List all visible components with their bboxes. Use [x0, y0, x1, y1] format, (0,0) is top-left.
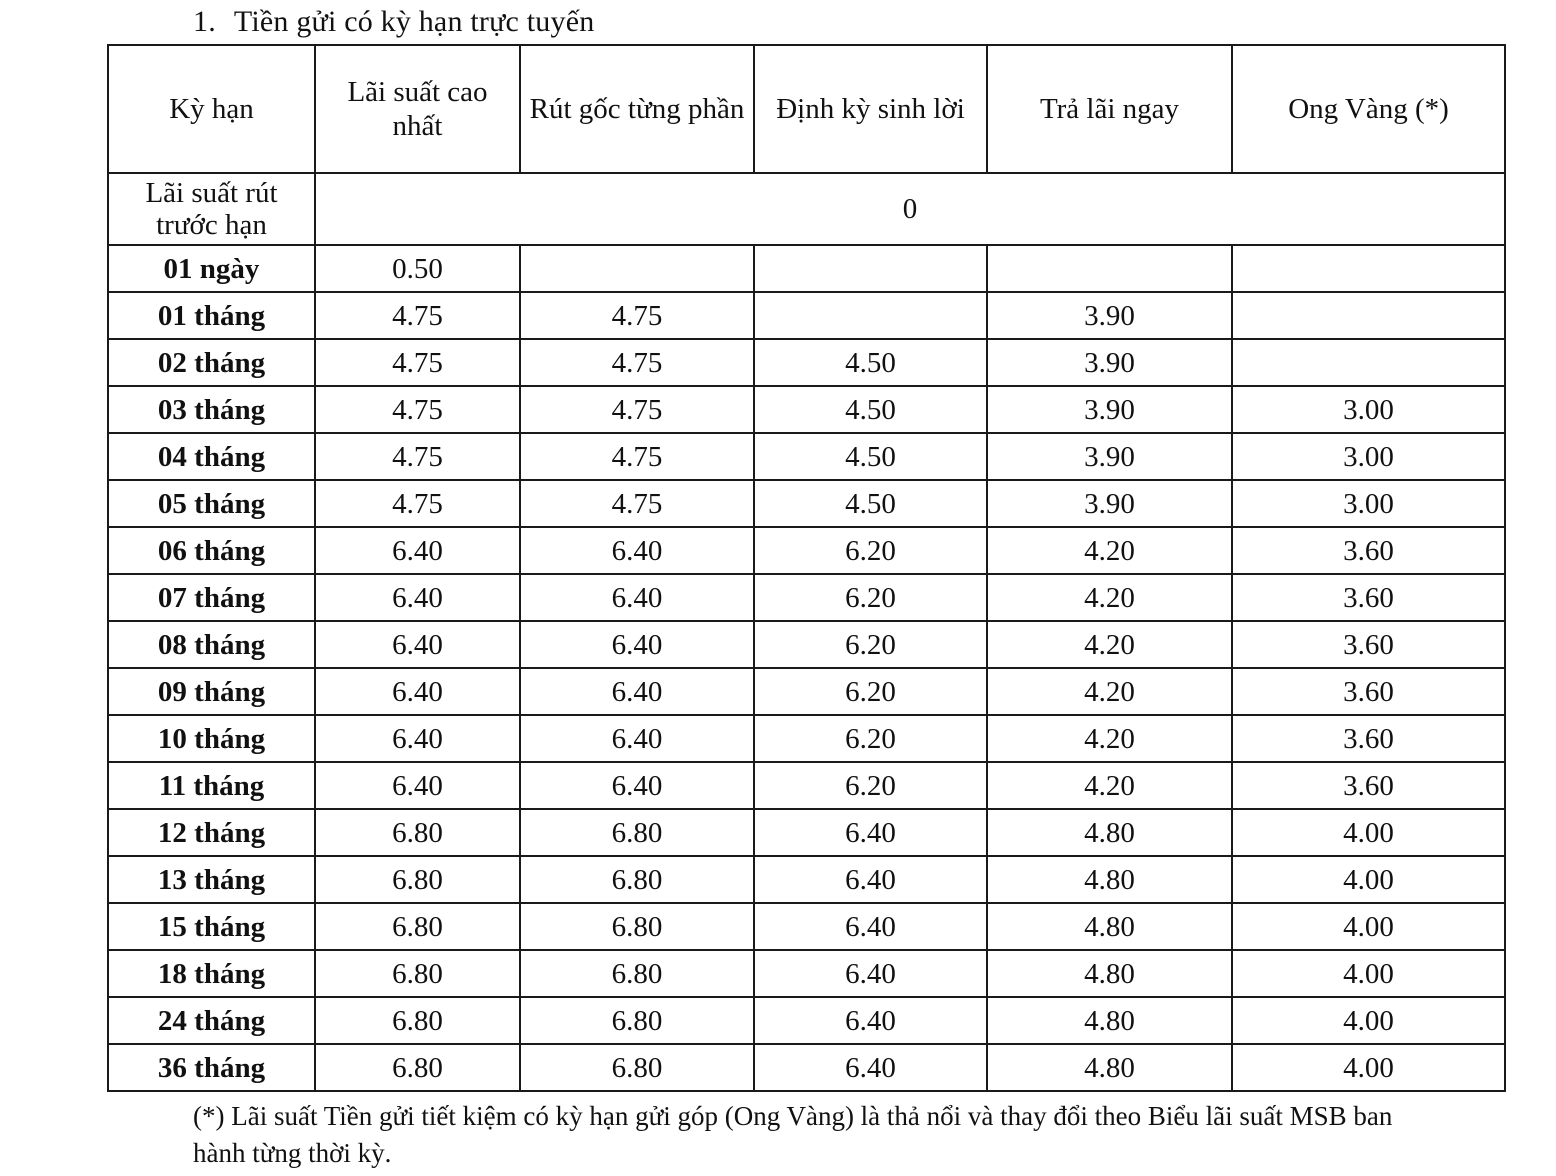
cell-max-rate: 6.40 — [315, 621, 520, 668]
cell-ong-vang: 3.00 — [1232, 433, 1505, 480]
table-row — [108, 856, 1505, 903]
cell-partial-withdrawal: 4.75 — [520, 292, 754, 339]
cell-ong-vang: 3.60 — [1232, 621, 1505, 668]
cell-ong-vang — [1232, 339, 1505, 386]
cell-term: 06 tháng — [108, 527, 315, 574]
table-row — [108, 809, 1505, 856]
cell-upfront-interest: 4.80 — [987, 903, 1232, 950]
cell-ong-vang: 3.00 — [1232, 480, 1505, 527]
cell-upfront-interest: 3.90 — [987, 339, 1232, 386]
table-row — [108, 903, 1505, 950]
table-row — [108, 245, 1505, 292]
table-row — [108, 292, 1505, 339]
cell-term: 15 tháng — [108, 903, 315, 950]
cell-upfront-interest: 4.20 — [987, 668, 1232, 715]
cell-ong-vang — [1232, 245, 1505, 292]
cell-upfront-interest: 4.20 — [987, 762, 1232, 809]
cell-ong-vang: 4.00 — [1232, 903, 1505, 950]
cell-ong-vang: 3.60 — [1232, 574, 1505, 621]
cell-partial-withdrawal — [520, 245, 754, 292]
cell-max-rate: 6.80 — [315, 903, 520, 950]
cell-ong-vang: 4.00 — [1232, 997, 1505, 1044]
cell-term: 09 tháng — [108, 668, 315, 715]
cell-max-rate: 6.40 — [315, 527, 520, 574]
cell-periodic-yield: 6.20 — [754, 762, 987, 809]
cell-term: 07 tháng — [108, 574, 315, 621]
cell-max-rate: 6.80 — [315, 997, 520, 1044]
cell-max-rate: 4.75 — [315, 480, 520, 527]
cell-upfront-interest: 4.20 — [987, 621, 1232, 668]
cell-ong-vang: 3.60 — [1232, 715, 1505, 762]
early-withdrawal-row — [108, 173, 1505, 245]
cell-partial-withdrawal: 6.80 — [520, 1044, 754, 1091]
cell-term: 24 tháng — [108, 997, 315, 1044]
cell-periodic-yield: 6.20 — [754, 527, 987, 574]
table-row — [108, 997, 1505, 1044]
cell-max-rate: 4.75 — [315, 339, 520, 386]
table-row — [108, 339, 1505, 386]
cell-term: 02 tháng — [108, 339, 315, 386]
cell-upfront-interest: 3.90 — [987, 433, 1232, 480]
cell-periodic-yield: 6.20 — [754, 668, 987, 715]
cell-ong-vang: 4.00 — [1232, 950, 1505, 997]
cell-max-rate: 6.40 — [315, 715, 520, 762]
table-row — [108, 762, 1505, 809]
cell-term: 03 tháng — [108, 386, 315, 433]
cell-upfront-interest: 4.80 — [987, 1044, 1232, 1091]
footnote: (*) Lãi suất Tiền gửi tiết kiệm có kỳ hạn gửi góp (Ong Vàng) là thả nổi và thay đổi theo Biểu lãi suất MSB ban hành từng thời kỳ. — [193, 1101, 1393, 1168]
cell-upfront-interest: 4.20 — [987, 715, 1232, 762]
early-withdrawal-value: 0 — [315, 173, 1505, 245]
cell-ong-vang: 4.00 — [1232, 809, 1505, 856]
cell-ong-vang: 3.60 — [1232, 762, 1505, 809]
table-row — [108, 950, 1505, 997]
cell-term: 13 tháng — [108, 856, 315, 903]
cell-periodic-yield: 6.40 — [754, 1044, 987, 1091]
cell-partial-withdrawal: 6.40 — [520, 668, 754, 715]
early-withdrawal-label: Lãi suất rút trước hạn — [108, 173, 315, 245]
table-row — [108, 433, 1505, 480]
header-max-rate: Lãi suất cao nhất — [315, 45, 520, 173]
cell-upfront-interest: 3.90 — [987, 292, 1232, 339]
cell-partial-withdrawal: 6.80 — [520, 903, 754, 950]
cell-term: 11 tháng — [108, 762, 315, 809]
cell-ong-vang: 4.00 — [1232, 1044, 1505, 1091]
cell-term: 05 tháng — [108, 480, 315, 527]
header-upfront-interest: Trả lãi ngay — [987, 45, 1232, 173]
cell-upfront-interest: 4.20 — [987, 527, 1232, 574]
cell-periodic-yield: 4.50 — [754, 339, 987, 386]
table-row — [108, 1044, 1505, 1091]
cell-ong-vang: 3.60 — [1232, 668, 1505, 715]
cell-periodic-yield: 6.40 — [754, 950, 987, 997]
cell-partial-withdrawal: 6.40 — [520, 621, 754, 668]
cell-upfront-interest: 4.80 — [987, 950, 1232, 997]
header-partial-withdrawal: Rút gốc từng phần — [520, 45, 754, 173]
table-row — [108, 480, 1505, 527]
cell-periodic-yield: 4.50 — [754, 386, 987, 433]
cell-periodic-yield: 6.20 — [754, 621, 987, 668]
cell-ong-vang: 3.00 — [1232, 386, 1505, 433]
cell-max-rate: 6.80 — [315, 950, 520, 997]
cell-term: 04 tháng — [108, 433, 315, 480]
section-number: 1. — [193, 5, 216, 38]
table-row — [108, 386, 1505, 433]
cell-ong-vang: 3.60 — [1232, 527, 1505, 574]
cell-term: 01 tháng — [108, 292, 315, 339]
cell-upfront-interest: 4.20 — [987, 574, 1232, 621]
cell-upfront-interest: 4.80 — [987, 997, 1232, 1044]
header-row — [108, 45, 1505, 173]
header-term: Kỳ hạn — [108, 45, 315, 173]
cell-periodic-yield: 6.40 — [754, 809, 987, 856]
header-ong-vang: Ong Vàng (*) — [1232, 45, 1505, 173]
cell-max-rate: 6.40 — [315, 762, 520, 809]
cell-periodic-yield — [754, 245, 987, 292]
cell-max-rate: 6.80 — [315, 809, 520, 856]
cell-max-rate: 6.40 — [315, 574, 520, 621]
cell-term: 10 tháng — [108, 715, 315, 762]
cell-max-rate: 4.75 — [315, 292, 520, 339]
cell-periodic-yield: 6.40 — [754, 903, 987, 950]
cell-partial-withdrawal: 6.80 — [520, 950, 754, 997]
cell-partial-withdrawal: 6.40 — [520, 715, 754, 762]
cell-term: 12 tháng — [108, 809, 315, 856]
cell-partial-withdrawal: 4.75 — [520, 339, 754, 386]
header-periodic-yield: Định kỳ sinh lời — [754, 45, 987, 173]
cell-upfront-interest: 4.80 — [987, 809, 1232, 856]
cell-max-rate: 6.80 — [315, 856, 520, 903]
cell-periodic-yield: 6.40 — [754, 997, 987, 1044]
cell-partial-withdrawal: 6.40 — [520, 574, 754, 621]
cell-periodic-yield: 6.20 — [754, 715, 987, 762]
cell-partial-withdrawal: 6.80 — [520, 856, 754, 903]
cell-max-rate: 6.40 — [315, 668, 520, 715]
cell-periodic-yield — [754, 292, 987, 339]
cell-periodic-yield: 4.50 — [754, 480, 987, 527]
section-title: Tiền gửi có kỳ hạn trực tuyến — [233, 5, 595, 38]
section-heading — [193, 2, 594, 42]
interest-rate-table — [107, 44, 1506, 1092]
table-row — [108, 668, 1505, 715]
cell-term: 18 tháng — [108, 950, 315, 997]
cell-periodic-yield: 4.50 — [754, 433, 987, 480]
cell-max-rate: 4.75 — [315, 433, 520, 480]
table-row — [108, 574, 1505, 621]
cell-max-rate: 6.80 — [315, 1044, 520, 1091]
cell-partial-withdrawal: 6.80 — [520, 809, 754, 856]
cell-upfront-interest: 3.90 — [987, 386, 1232, 433]
table-row — [108, 527, 1505, 574]
cell-partial-withdrawal: 4.75 — [520, 480, 754, 527]
cell-periodic-yield: 6.40 — [754, 856, 987, 903]
cell-ong-vang — [1232, 292, 1505, 339]
cell-upfront-interest: 3.90 — [987, 480, 1232, 527]
table-row — [108, 621, 1505, 668]
cell-max-rate: 4.75 — [315, 386, 520, 433]
cell-upfront-interest: 4.80 — [987, 856, 1232, 903]
cell-partial-withdrawal: 4.75 — [520, 386, 754, 433]
table-row — [108, 715, 1505, 762]
cell-max-rate: 0.50 — [315, 245, 520, 292]
cell-partial-withdrawal: 6.40 — [520, 527, 754, 574]
cell-term: 36 tháng — [108, 1044, 315, 1091]
cell-term: 01 ngày — [108, 245, 315, 292]
cell-periodic-yield: 6.20 — [754, 574, 987, 621]
cell-upfront-interest — [987, 245, 1232, 292]
cell-partial-withdrawal: 4.75 — [520, 433, 754, 480]
cell-partial-withdrawal: 6.80 — [520, 997, 754, 1044]
cell-ong-vang: 4.00 — [1232, 856, 1505, 903]
cell-term: 08 tháng — [108, 621, 315, 668]
cell-partial-withdrawal: 6.40 — [520, 762, 754, 809]
